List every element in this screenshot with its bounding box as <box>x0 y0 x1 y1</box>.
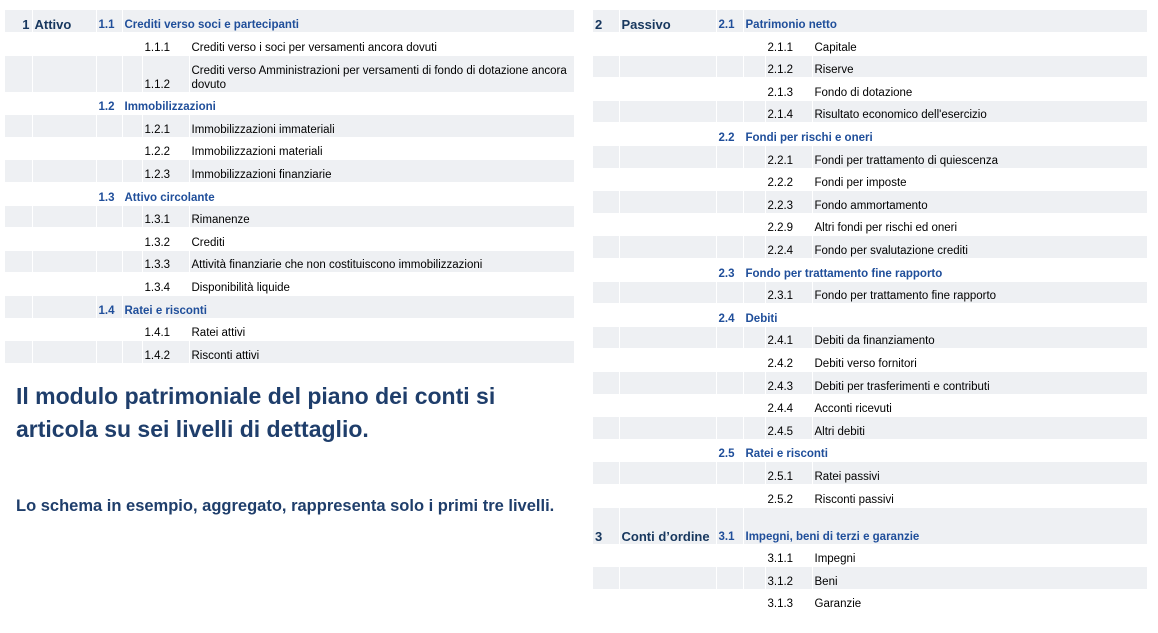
table-row <box>593 100 1147 123</box>
table-row <box>593 462 1147 485</box>
table-row <box>5 250 574 273</box>
item-code: 2.4.3 <box>765 372 812 395</box>
table-row <box>5 160 574 183</box>
group-code: 2.3 <box>716 259 743 282</box>
item-label: Beni <box>812 567 1147 590</box>
item-code: 1.2.3 <box>142 160 189 183</box>
item-code: 2.2.4 <box>765 236 812 259</box>
table-row <box>593 168 1147 191</box>
item-code: 3.1.1 <box>765 544 812 567</box>
item-code: 2.1.1 <box>765 33 812 56</box>
item-code: 2.5.1 <box>765 462 812 485</box>
item-code: 2.5.2 <box>765 484 812 507</box>
item-label: Altri fondi per rischi ed oneri <box>812 213 1147 236</box>
item-label: Risconti attivi <box>189 341 574 364</box>
table-row <box>593 10 1147 33</box>
item-label: Debiti verso fornitori <box>812 349 1147 372</box>
item-label: Altri debiti <box>812 417 1147 440</box>
table-row <box>593 484 1147 507</box>
table-row <box>593 507 1147 544</box>
group-code: 2.2 <box>716 123 743 146</box>
table-row <box>5 33 574 56</box>
description-text: Lo schema in esempio, aggregato, rappresenta solo i primi tre livelli. <box>16 497 555 515</box>
item-label: Fondi per trattamento di quiescenza <box>812 146 1147 169</box>
group-label: Fondi per rischi e oneri <box>743 123 1147 146</box>
item-code: 1.2.2 <box>142 137 189 160</box>
item-code: 2.1.4 <box>765 100 812 123</box>
table-row <box>5 318 574 341</box>
item-code: 1.2.1 <box>142 115 189 138</box>
table-row <box>593 123 1147 146</box>
item-label: Debiti per trasferimenti e contributi <box>812 372 1147 395</box>
group-code: 2.4 <box>716 304 743 327</box>
item-label: Fondi per imposte <box>812 168 1147 191</box>
item-label: Risconti passivi <box>812 484 1147 507</box>
table-row <box>5 205 574 228</box>
group-code: 2.1 <box>716 10 743 33</box>
item-label: Ratei attivi <box>189 318 574 341</box>
item-label: Crediti verso Amministrazioni per versamenti di fondo di dotazione ancora dovuto <box>189 55 574 92</box>
item-code: 3.1.3 <box>765 589 812 612</box>
group-label: Crediti verso soci e partecipanti <box>122 10 574 33</box>
item-code: 2.2.1 <box>765 146 812 169</box>
table-row <box>5 228 574 251</box>
table-row <box>593 236 1147 259</box>
item-code: 1.3.4 <box>142 273 189 296</box>
table-row <box>593 589 1147 612</box>
item-label: Fondo per svalutazione crediti <box>812 236 1147 259</box>
table-row <box>593 417 1147 440</box>
item-code: 2.2.9 <box>765 213 812 236</box>
section-label: Conti d’ordine <box>619 507 716 544</box>
group-code: 1.2 <box>96 92 122 115</box>
item-label: Immobilizzazioni materiali <box>189 137 574 160</box>
table-row <box>593 326 1147 349</box>
table-row <box>593 33 1147 56</box>
item-label: Debiti da finanziamento <box>812 326 1147 349</box>
group-label: Ratei e risconti <box>122 296 574 319</box>
group-label: Fondo per trattamento fine rapporto <box>743 259 1147 282</box>
item-label: Fondo di dotazione <box>812 78 1147 101</box>
table-row <box>593 55 1147 78</box>
item-code: 1.3.3 <box>142 250 189 273</box>
item-label: Rimanenze <box>189 205 574 228</box>
item-code: 2.2.3 <box>765 191 812 214</box>
group-code: 1.3 <box>96 183 122 206</box>
item-code: 1.1.2 <box>142 55 189 92</box>
item-label: Acconti ricevuti <box>812 394 1147 417</box>
table-row <box>5 341 574 364</box>
table-row <box>593 372 1147 395</box>
item-code: 1.3.1 <box>142 205 189 228</box>
table-row <box>593 281 1147 304</box>
group-label: Patrimonio netto <box>743 10 1147 33</box>
group-code: 1.1 <box>96 10 122 33</box>
table-row <box>5 55 574 92</box>
item-label: Impegni <box>812 544 1147 567</box>
item-label: Fondo per trattamento fine rapporto <box>812 281 1147 304</box>
table-row <box>593 544 1147 567</box>
item-code: 2.4.4 <box>765 394 812 417</box>
table-row <box>593 146 1147 169</box>
item-label: Immobilizzazioni immateriali <box>189 115 574 138</box>
item-code: 3.1.2 <box>765 567 812 590</box>
table-row <box>593 567 1147 590</box>
item-label: Risultato economico dell'esercizio <box>812 100 1147 123</box>
item-code: 2.1.2 <box>765 55 812 78</box>
item-label: Ratei passivi <box>812 462 1147 485</box>
item-label: Crediti verso i soci per versamenti ancora dovuti <box>189 33 574 56</box>
item-code: 2.4.2 <box>765 349 812 372</box>
main-heading: Il modulo patrimoniale del piano dei conti si articola su sei livelli di dettaglio. <box>16 383 496 442</box>
table-row <box>593 259 1147 282</box>
item-label: Crediti <box>189 228 574 251</box>
item-code: 2.4.5 <box>765 417 812 440</box>
item-label: Capitale <box>812 33 1147 56</box>
group-label: Attivo circolante <box>122 183 574 206</box>
table-row <box>5 115 574 138</box>
table-row <box>593 349 1147 372</box>
table-row <box>5 137 574 160</box>
item-code: 1.4.2 <box>142 341 189 364</box>
table-row <box>593 394 1147 417</box>
table-row <box>5 296 574 319</box>
item-code: 1.1.1 <box>142 33 189 56</box>
item-code: 1.3.2 <box>142 228 189 251</box>
item-code: 2.4.1 <box>765 326 812 349</box>
table-row <box>593 213 1147 236</box>
group-code: 3.1 <box>716 507 743 544</box>
item-label: Disponibilità liquide <box>189 273 574 296</box>
table-row <box>593 304 1147 327</box>
item-label: Attività finanziarie che non costituiscono immobilizzazioni <box>189 250 574 273</box>
attivo-table <box>5 10 574 364</box>
group-label: Immobilizzazioni <box>122 92 574 115</box>
item-label: Immobilizzazioni finanziarie <box>189 160 574 183</box>
table-row <box>5 92 574 115</box>
group-code: 1.4 <box>96 296 122 319</box>
group-code: 2.5 <box>716 439 743 462</box>
section-number: 1 <box>5 10 32 33</box>
item-code: 1.4.1 <box>142 318 189 341</box>
item-label: Riserve <box>812 55 1147 78</box>
section-number: 3 <box>593 507 619 544</box>
section-label: Attivo <box>32 10 96 33</box>
table-row <box>593 78 1147 101</box>
table-row <box>5 183 574 206</box>
passivo-table <box>593 10 1147 612</box>
group-label: Debiti <box>743 304 1147 327</box>
group-label: Impegni, beni di terzi e garanzie <box>743 507 1147 544</box>
item-label: Garanzie <box>812 589 1147 612</box>
table-row <box>5 10 574 33</box>
group-label: Ratei e risconti <box>743 439 1147 462</box>
item-code: 2.3.1 <box>765 281 812 304</box>
table-row <box>593 439 1147 462</box>
table-row <box>593 191 1147 214</box>
item-label: Fondo ammortamento <box>812 191 1147 214</box>
item-code: 2.2.2 <box>765 168 812 191</box>
section-label: Passivo <box>619 10 716 33</box>
section-number: 2 <box>593 10 619 33</box>
item-code: 2.1.3 <box>765 78 812 101</box>
table-row <box>5 273 574 296</box>
